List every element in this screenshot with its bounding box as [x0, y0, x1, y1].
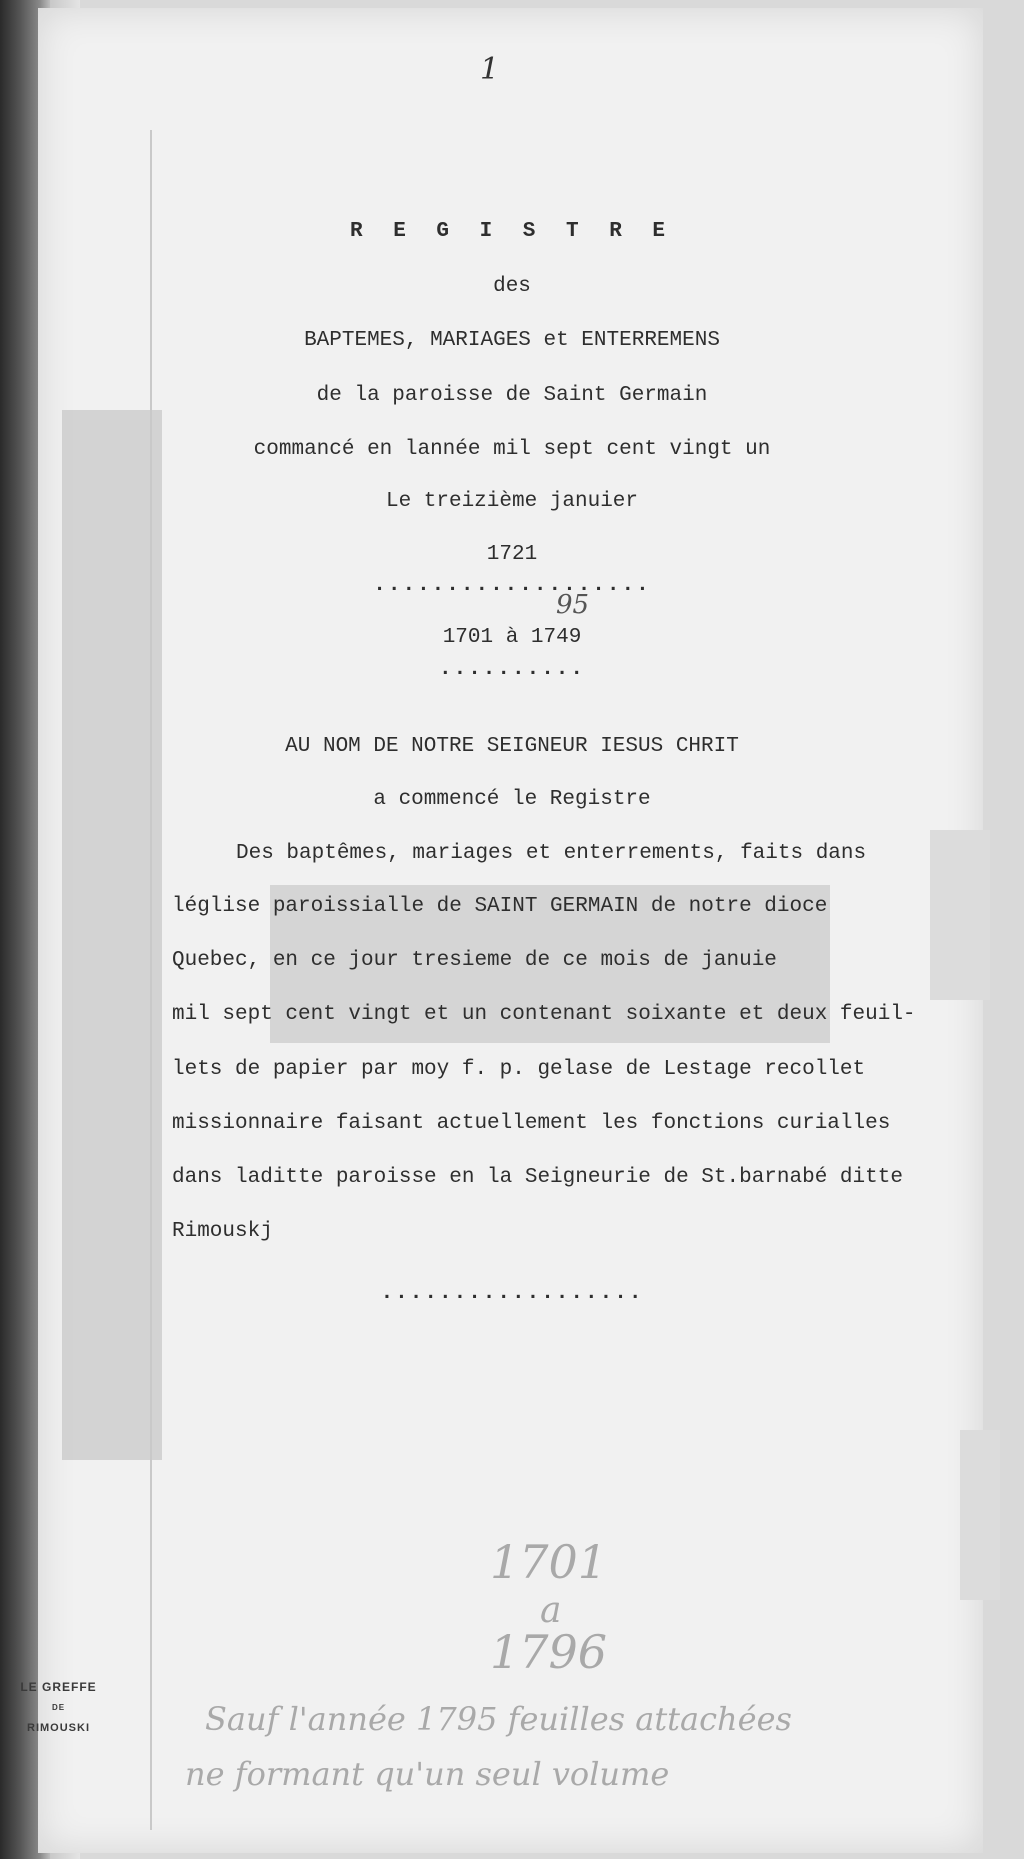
register-title: R E G I S T R E	[349, 220, 675, 243]
handwritten-note-line1: Sauf l'année 1795 feuilles attachées	[205, 1700, 792, 1738]
body-line: mil sept cent vingt et un contenant soixante et deux feuil-	[172, 1003, 916, 1026]
stamp-line1: LE GREFFE	[20, 1680, 97, 1694]
header-range: 1701 à 1749	[442, 626, 582, 649]
header-parish: de la paroisse de Saint Germain	[316, 384, 708, 407]
body-line: léglise paroissialle de SAINT GERMAIN de notre dioce	[172, 895, 828, 918]
header-des: des	[493, 275, 531, 298]
handwritten-a: a	[540, 1590, 562, 1631]
stamp-line2: DE	[51, 1703, 66, 1712]
torn-edge-lower	[960, 1430, 1000, 1600]
body-line: dans laditte paroisse en la Seigneurie de St.barnabé ditte	[172, 1166, 903, 1189]
body-line: Rimouskj	[172, 1220, 273, 1243]
header-date: Le treizième januier	[385, 490, 639, 513]
handwritten-note-line2: ne formant qu'un seul volume	[185, 1755, 670, 1793]
body-line: Quebec, en ce jour tresieme de ce mois de januie	[172, 949, 777, 972]
dotted-separator-1: ...................	[373, 574, 651, 597]
stamp-line3: RIMOUSKI	[27, 1722, 90, 1734]
commence-line: a commencé le Registre	[373, 788, 651, 811]
dotted-separator-3: ..................	[380, 1282, 644, 1305]
dotted-separator-2: ..........	[438, 658, 586, 681]
header-started: commancé en lannée mil sept cent vingt un	[253, 438, 771, 461]
body-line: lets de papier par moy f. p. gelase de Lestage recollet	[172, 1058, 866, 1081]
header-subtitle: BAPTEMES, MARIAGES et ENTERREMENS	[304, 329, 720, 352]
header-year: 1721	[486, 543, 538, 566]
invocation: AU NOM DE NOTRE SEIGNEUR IESUS CHRIT	[285, 735, 739, 758]
handwritten-start-year: 1701	[490, 1535, 608, 1589]
range-correction: 95	[556, 590, 590, 620]
body-line: missionnaire faisant actuellement les fonctions curialles	[172, 1112, 891, 1135]
page-number: 1	[480, 52, 500, 87]
body-line: Des baptêmes, mariages et enterrements, faits dans	[236, 842, 867, 865]
handwritten-end-year: 1796	[490, 1625, 608, 1679]
